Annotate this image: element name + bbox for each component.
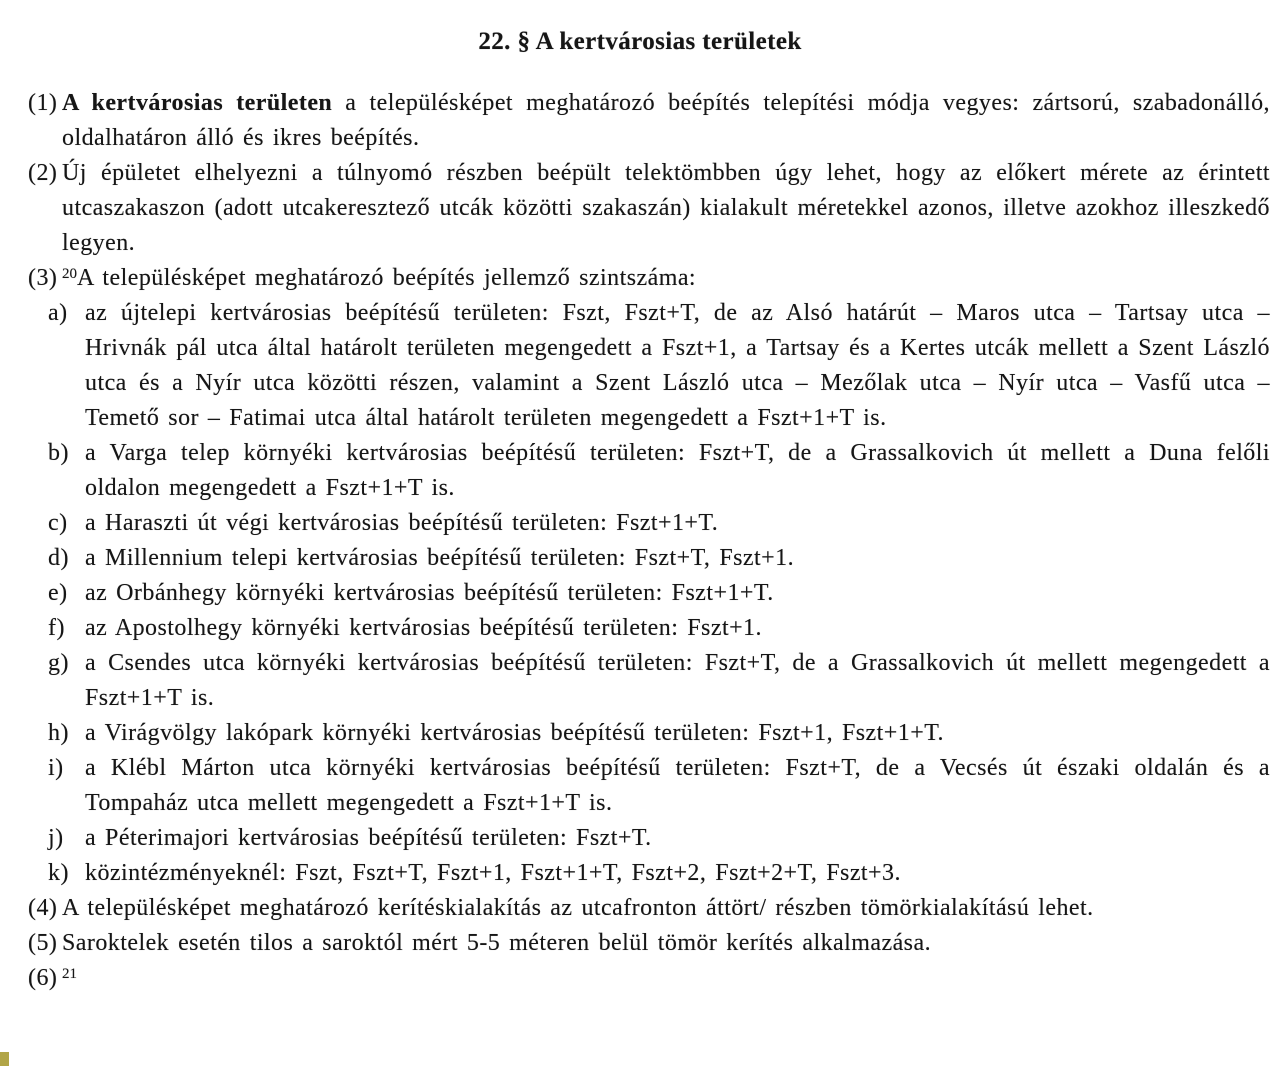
subitem-d-text: a Millennium telepi kertvárosias beépítésű területen: Fszt+T, Fszt+1. [85,545,795,571]
paragraph-1-text: a településképet meghatározó beépítés telepítési módja vegyes: zártsorú, szabadonálló, oldalhatáron álló és ikres beépítés. [62,90,1270,151]
subitem-b-text: a Varga telep környéki kertvárosias beépítésű területen: Fszt+T, de a Grassalkovich út mellett a Duna felőli oldalon megengedett a Fszt+1+T is. [85,440,1270,501]
subitem-g-label: g) [48,650,69,676]
subitem-a-text: az újtelepi kertvárosias beépítésű területen: Fszt, Fszt+T, de az Alsó határút – Maros utca – Tartsay utca – Hrivnák pál utca által határolt területen megengedett a Fszt+1, a Tartsay és a Kertes utcák mellett a Szent László utca és a Nyír utca közötti részen, valamint a Szent László utca – Mezőlak utca – Nyír utca – Vasfű utca – Temető sor – Fatimai utca által határolt területen megengedett a Fszt+1+T is. [85,300,1270,431]
subitem-b-label: b) [48,440,69,466]
paragraph-3 [0,261,1270,296]
subitem-d [0,541,1270,576]
subitem-i [0,751,1270,821]
subitem-c-label: c) [48,510,68,536]
paragraph-2 [0,156,1270,261]
subitem-i-text: a Klébl Márton utca környéki kertvárosias beépítésű területen: Fszt+T, de a Vecsés út északi oldalán és a Tompaház utca mellett megengedett a Fszt+1+T is. [85,755,1270,816]
footnote-ref-20: 20 [62,266,77,282]
subitem-j-text: a Péterimajori kertvárosias beépítésű területen: Fszt+T. [85,825,652,851]
paragraph-3-subitems [0,296,1270,891]
footnote-ref-21: 21 [62,966,77,982]
subitem-i-label: i) [48,755,64,781]
subitem-e-label: e) [48,580,68,606]
paragraph-4-text: A településképet meghatározó kerítéskialakítás az utcafronton áttört/ részben tömörkialakítású lehet. [62,895,1094,921]
subitem-h-label: h) [48,720,69,746]
subitem-e [0,576,1270,611]
subitem-e-text: az Orbánhegy környéki kertvárosias beépítésű területen: Fszt+1+T. [85,580,774,606]
subitem-f [0,611,1270,646]
subitem-j-label: j) [48,825,64,851]
subitem-a [0,296,1270,436]
paragraph-2-number: (2) [28,160,58,186]
paragraph-6 [0,961,1270,996]
subitem-j [0,821,1270,856]
paragraph-5 [0,926,1270,961]
document-body [0,86,1280,996]
subitem-h-text: a Virágvölgy lakópark környéki kertvárosias beépítésű területen: Fszt+1, Fszt+1+T. [85,720,944,746]
paragraph-3-text: A településképet meghatározó beépítés jellemző szintszáma: [77,265,697,291]
subitem-k-label: k) [48,860,69,886]
paragraph-4-number: (4) [28,895,58,921]
paragraph-1-number: (1) [28,90,58,116]
subitem-a-label: a) [48,300,68,326]
subitem-c-text: a Haraszti út végi kertvárosias beépítésű területen: Fszt+1+T. [85,510,719,536]
subitem-g [0,646,1270,716]
subitem-h [0,716,1270,751]
paragraph-3-number: (3) [28,265,58,291]
scan-artifact-mark [0,1052,9,1066]
subitem-g-text: a Csendes utca környéki kertvárosias beépítésű területen: Fszt+T, de a Grassalkovich út mellett megengedett a Fszt+1+T is. [85,650,1270,711]
subitem-k-text: közintézményeknél: Fszt, Fszt+T, Fszt+1, Fszt+1+T, Fszt+2, Fszt+2+T, Fszt+3. [85,860,901,886]
subitem-f-label: f) [48,615,65,641]
subitem-c [0,506,1270,541]
paragraph-4 [0,891,1270,926]
paragraph-5-number: (5) [28,930,58,956]
paragraph-5-text: Saroktelek esetén tilos a saroktól mért 5-5 méteren belül tömör kerítés alkalmazása. [62,930,932,956]
subitem-b [0,436,1270,506]
subitem-k [0,856,1270,891]
subitem-d-label: d) [48,545,69,571]
paragraph-2-text: Új épületet elhelyezni a túlnyomó részben beépült telektömbben úgy lehet, hogy az előkert mérete az érintett utcaszakaszon (adott utcakeresztező utcák közötti szakaszán) kialakult méretekkel azonos, illetve azokhoz illeszkedő legyen. [62,160,1270,256]
subitem-f-text: az Apostolhegy környéki kertvárosias beépítésű területen: Fszt+1. [85,615,762,641]
paragraph-1 [0,86,1270,156]
section-title: 22. § A kertvárosias területek [478,28,802,55]
paragraph-6-number: (6) [28,965,58,991]
paragraph-1-bold-lead: A kertvárosias területen [62,90,333,116]
